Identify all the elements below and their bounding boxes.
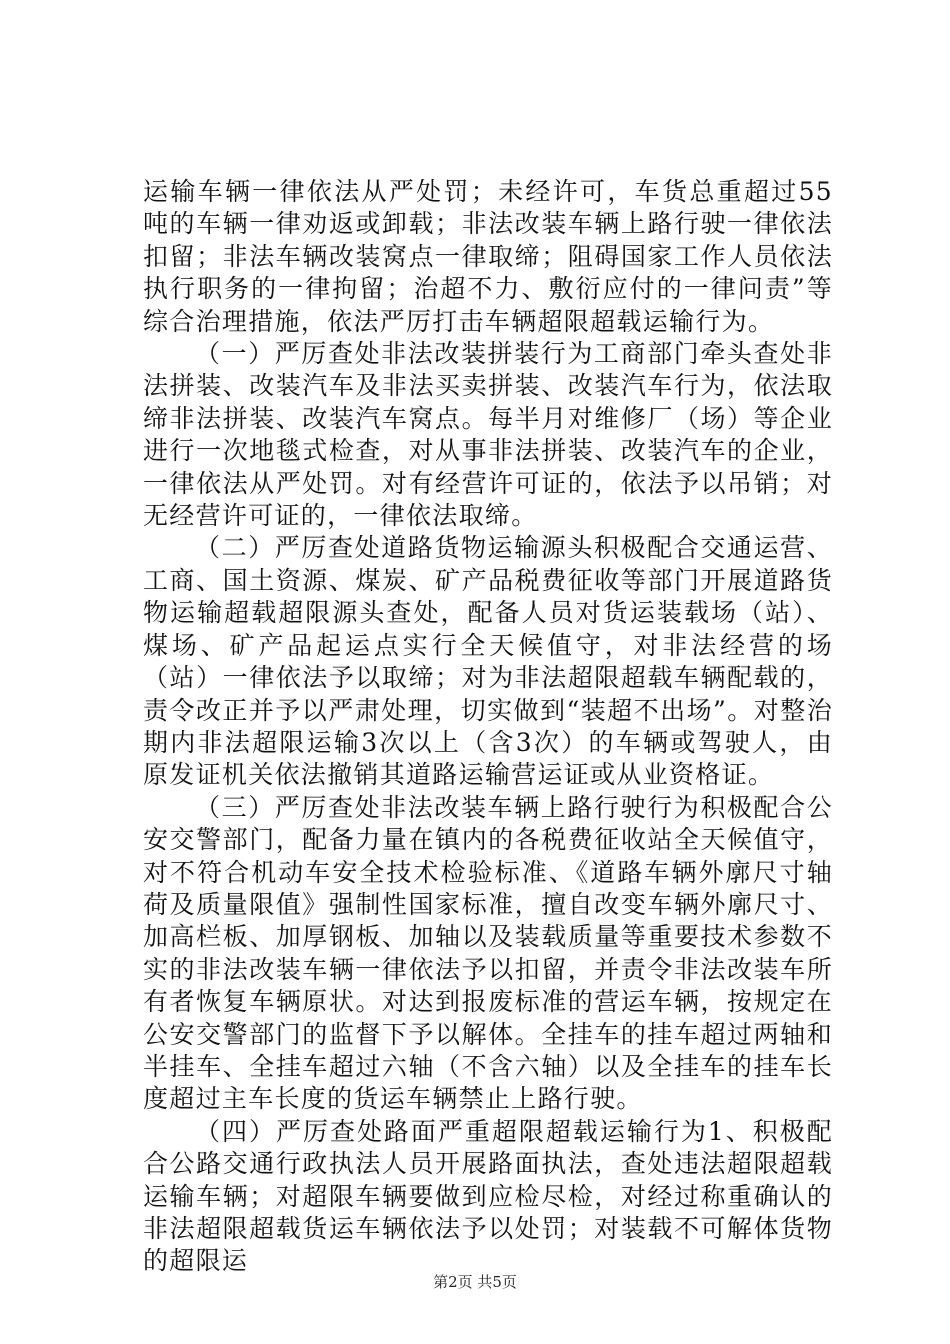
- document-body: [143, 176, 833, 1278]
- paragraph-section-4: （四）严厉查处路面严重超限超载运输行为1、积极配合公路交通行政执法人员开展路面执法，查处违法超限超载运输车辆；对超限车辆要做到应检尽检，对经过称重确认的非法超限超载货运车辆依法予以处罚；对装载不可解体货物的超限运: [143, 1116, 833, 1276]
- paragraph-continued: 运输车辆一律依法从严处罚；未经许可，车货总重超过55吨的车辆一律劝返或卸载；非法改装车辆上路行驶一律依法扣留；非法车辆改装窝点一律取缔；阻碍国家工作人员依法执行职务的一律拘留；治超不力、敷衍应付的一律问责”等综合治理措施，依法严厉打击车辆超限超载运输行为。: [143, 177, 833, 336]
- paragraph-section-1: （一）严厉查处非法改装拼装行为工商部门牵头查处非法拼装、改装汽车及非法买卖拼装、改装汽车行为，依法取缔非法拼装、改装汽车窝点。每半月对维修厂（场）等企业进行一次地毯式检查，对从事非法拼装、改装汽车的企业，一律依法从严处罚。对有经营许可证的，依法予以吊销；对无经营许可证的，一律依法取缔。: [143, 339, 833, 531]
- paragraph-section-3: （三）严厉查处非法改装车辆上路行驶行为积极配合公安交警部门，配备力量在镇内的各税费征收站全天候值守，对不符合机动车安全技术检验标准、《道路车辆外廓尺寸轴荷及质量限值》强制性国家标准，擅自改变车辆外廓尺寸、加高栏板、加厚钢板、加轴以及装载质量等重要技术参数不实的非法改装车辆一律依法予以扣留，并责令非法改装车所有者恢复车辆原状。对达到报废标准的营运车辆，按规定在公安交警部门的监督下予以解体。全挂车的挂车超过两轴和半挂车、全挂车超过六轴（不含六轴）以及全挂车的挂车长度超过主车长度的货运车辆禁止上路行驶。: [143, 792, 833, 1114]
- paragraph-section-2: （二）严厉查处道路货物运输源头积极配合交通运营、工商、国土资源、煤炭、矿产品税费征收等部门开展道路货物运输超载超限源头查处，配备人员对货运装载场（站）、煤场、矿产品起运点实行全天候值守，对非法经营的场（站）一律依法予以取缔；对为非法超限超载车辆配载的，责令改正并予以严肃处理，切实做到“装超不出场”。对整治期内非法超限运输3次以上（含3次）的车辆或驾驶人，由原发证机关依法撤销其道路运输营运证或从业资格证。: [143, 533, 833, 790]
- page-number-footer: 第2页 共5页: [433, 1273, 517, 1291]
